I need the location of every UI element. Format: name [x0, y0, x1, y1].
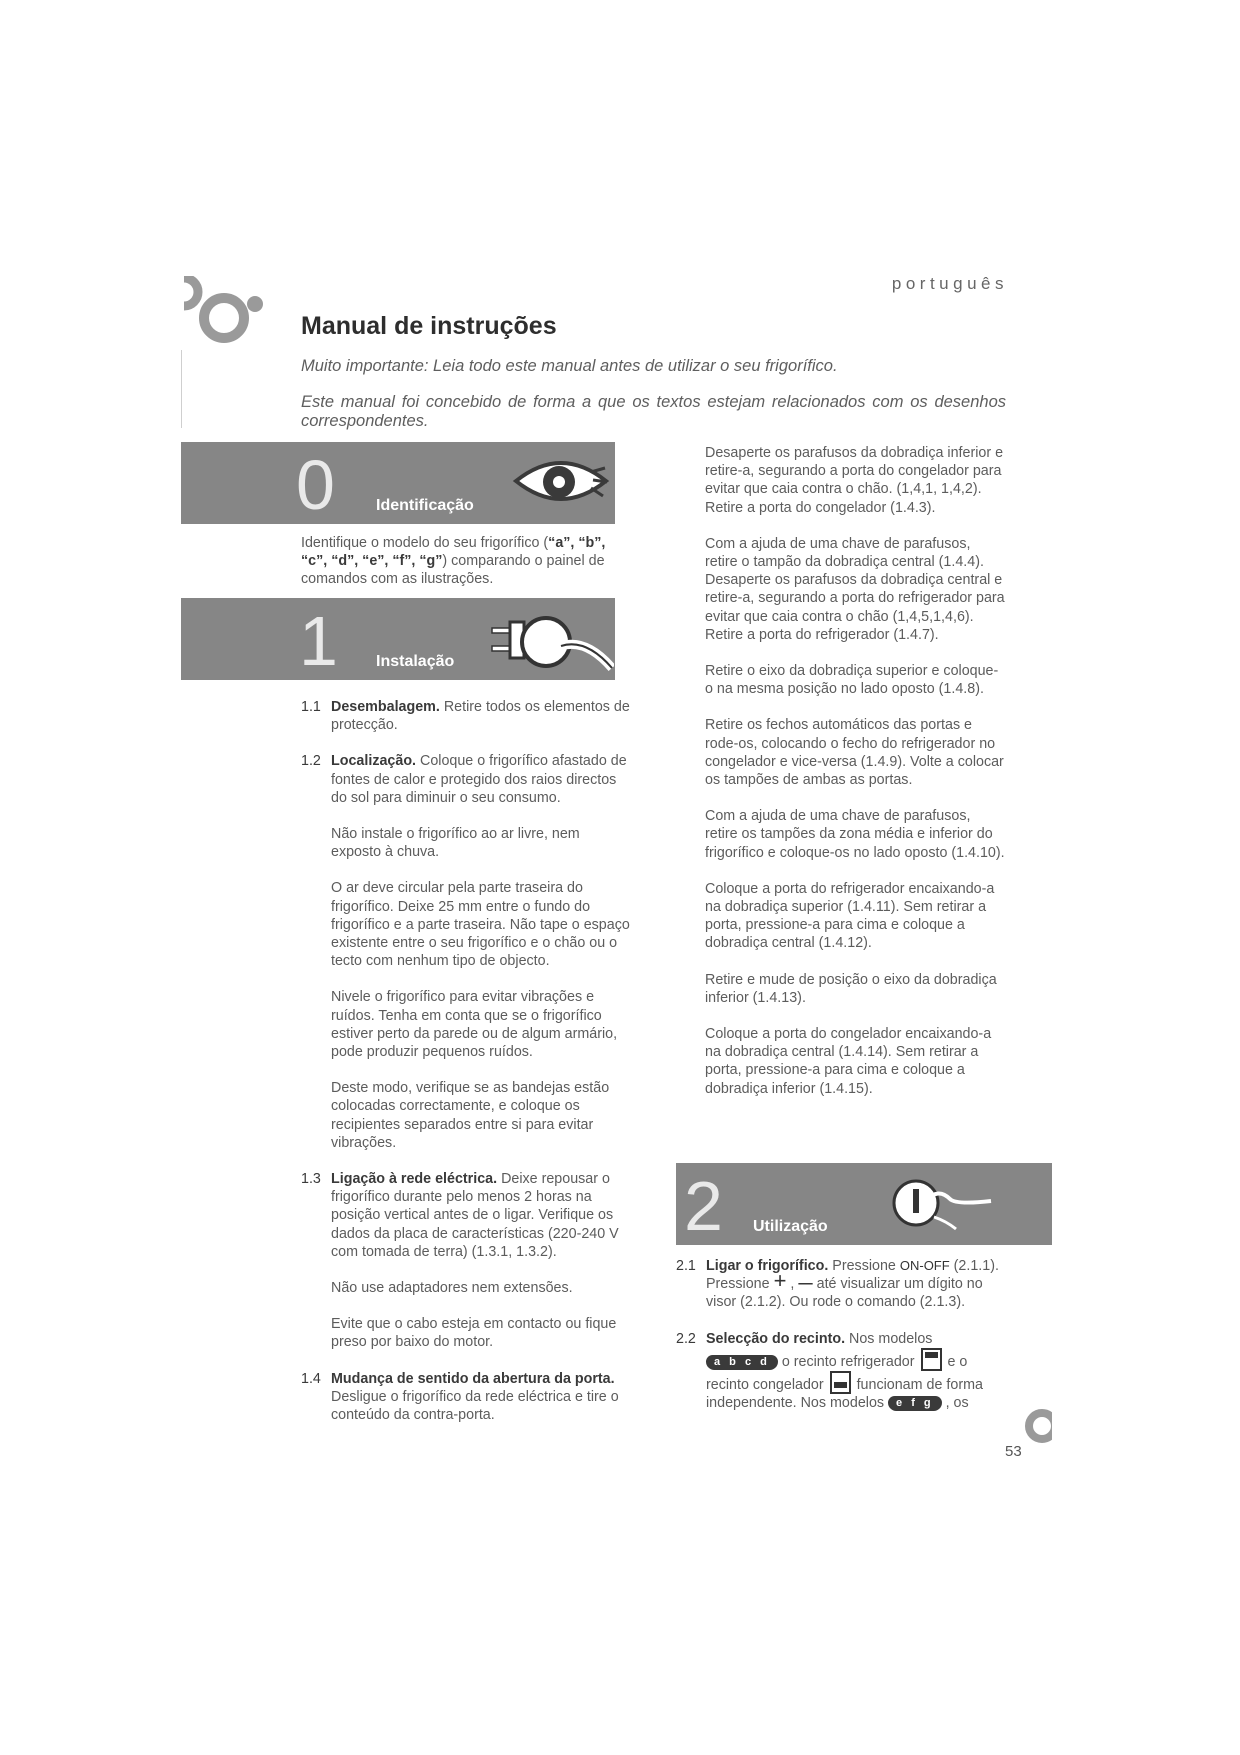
section-label: Identificação: [376, 497, 474, 514]
usage-list: [676, 1257, 1006, 1430]
list-item: 1.1 Desembalagem. Retire todos os elementos de protecção.: [301, 699, 630, 734]
section-number: 2: [684, 1167, 723, 1245]
model-badge: a b c d: [706, 1355, 778, 1370]
section-band-identificacao: [181, 442, 615, 524]
minus-key-icon: —: [798, 1276, 813, 1293]
brand-logo-icon: [178, 276, 273, 348]
fridge-compartment-icon: [921, 1348, 942, 1371]
eye-icon: [511, 450, 611, 512]
identify-text: Identifique o modelo do seu frigorífico (“a”, “b”, “c”, “d”, “e”, “f”, “g”) comparando o painel de comandos com as ilustrações.: [301, 535, 606, 588]
list-item: 1.3 Ligação à rede eléctrica. Deixe repousar o frigorífico durante pelo menos 2 horas na posição vertical antes de o ligar. Verifique os dados da placa de características (220-240 V com tomada de terra) (1.3.1, 1.3.2). Não use adaptadores nem extensões. Evite que o cabo esteja em contacto ou fique preso por baixo do motor.: [301, 1171, 619, 1351]
door-reversal-steps: Desaperte os parafusos da dobradiça inferior e retire-a, segurando a porta do congelador para evitar que caia contra o chão. (1,4,1, 1,4,2). Retire a porta do congelador (1.4.3). Com a ajuda de uma chave de parafusos, retire o tampão da dobradiça central (1.4.4). Desaperte os parafusos da dobradiça central e retire-a, segurando a porta do refrigerador para evitar que caia contra o chão (1,4,5,1,4,6). Retire a porta do refrigerador (1.4.7). Retire o eixo da dobradiça superior e coloque-o na mesma posição no lado oposto (1.4.8). Retire os fechos automáticos das portas e rode-os, colocando o fecho do refrigerador no congelador e vice-versa (1.4.9). Volte a colocar os tampões de ambas as portas. Com a ajuda de uma chave de parafusos, retire os tampões da zona média e inferior do frigorífico e coloque-os no lado oposto (1.4.10). Coloque a porta do refrigerador encaixando-a na dobradiça superior (1.4.11). Sem retirar a porta, pressione-a para cima e coloque a dobradiça central (1.4.12). Retire e mude de posição o eixo da dobradiça inferior (1.4.13). Coloque a porta do congelador encaixando-a na dobradiça central (1.4.14). Sem retirar a porta, pressione-a para cima e coloque a dobradiça inferior (1.4.15).: [705, 445, 1005, 1097]
section-number: 1: [299, 602, 338, 680]
section-label: Instalação: [376, 653, 455, 670]
freezer-compartment-icon: [830, 1371, 851, 1394]
model-badge: e f g: [888, 1396, 942, 1411]
on-off-key: ON-OFF: [899, 1258, 950, 1273]
list-item: 2.1 Ligar o frigorífico. Pressione ON-OFF (2.1.1). Pressione + , — até visualizar um dígito no visor (2.1.2). Ou rode o comando (2.1.3).: [676, 1258, 999, 1311]
section-label: Utilização: [753, 1218, 828, 1235]
intro-important: Muito importante: Leia todo este manual antes de utilizar o seu frigorífico.: [301, 357, 838, 375]
page-number: 53: [1005, 1443, 1022, 1460]
installation-list: [301, 698, 631, 1442]
plus-key-icon: +: [773, 1268, 787, 1294]
intro-description: Este manual foi concebido de forma a que os textos estejam relacionados com os desenhos correspondentes.: [301, 393, 1006, 430]
model-list: “a”, “b”, “c”, “d”, “e”, “f”, “g”: [301, 535, 606, 570]
power-button-icon: [886, 1173, 996, 1235]
list-item: 1.4 Mudança de sentido da abertura da porta. Desligue o frigorífico da rede eléctrica e tire o conteúdo da contra-porta.: [301, 1370, 619, 1424]
section-band-utilizacao: [676, 1163, 1052, 1245]
plug-icon: [486, 608, 614, 674]
page-title: Manual de instruções: [301, 312, 557, 340]
list-item: 2.2 Selecção do recinto. Nos modelos a b c d o recinto refrigerador e o recinto congelador funcionam de forma independente. Nos modelos e f g , os: [676, 1330, 983, 1412]
page-corner-logo-icon: [1020, 1408, 1052, 1444]
list-item: 1.2 Localização. Coloque o frigorífico afastado de fontes de calor e protegido dos raios directos do sol para diminuir o seu consumo. Não instale o frigorífico ao ar livre, nem exposto à chuva. O ar deve circular pela parte traseira do frigorífico. Deixe 25 mm entre o fundo do frigorífico e a parte traseira. Não tape o espaço existente entre o seu frigorífico e o chão ou o tecto com nenhum tipo de objecto. Nivele o frigorífico para evitar vibrações e ruídos. Tenha em conta que se o frigorífico estiver perto da parede ou de algum armário, pode produzir pequenos ruídos. Deste modo, verifique se as bandejas estão colocadas correctamente, e coloque os recipientes separados entre si para evitar vibrações.: [301, 753, 630, 1151]
section-band-instalacao: [181, 598, 615, 680]
language-label: português: [891, 274, 1008, 293]
section-number: 0: [296, 446, 335, 524]
margin-rule: [181, 350, 182, 428]
